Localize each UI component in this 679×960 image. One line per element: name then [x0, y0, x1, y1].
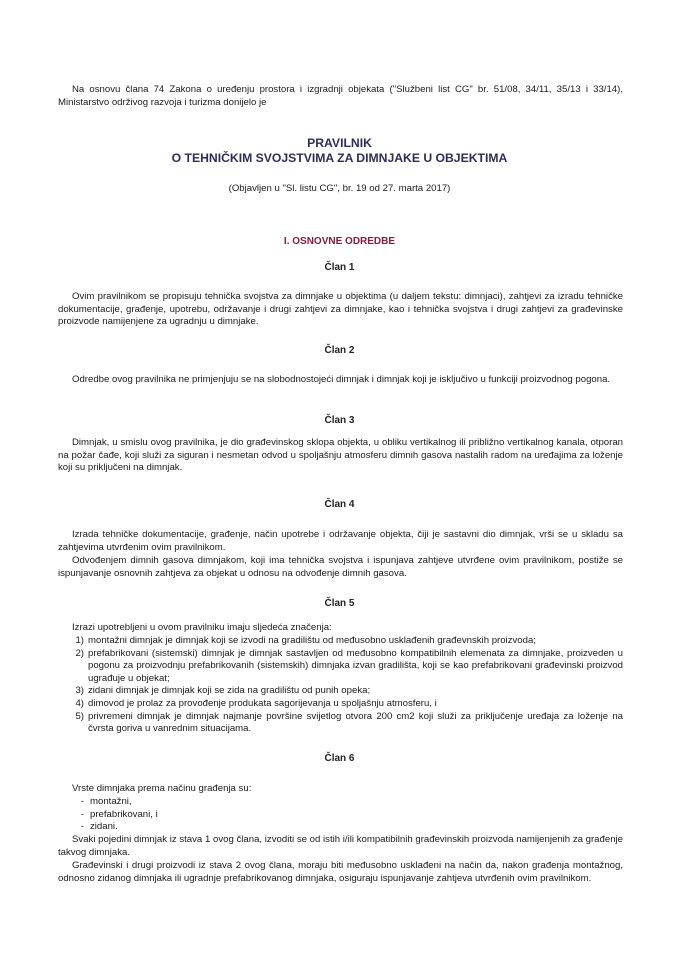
article-2-text: Odredbe ovog pravilnika ne primjenjuju se na slobodnostojeći dimnjak i dimnjak koji je isključivo u funkciji proizvodnog pogona.: [72, 374, 611, 385]
article-5-heading: Član 5: [324, 598, 355, 609]
list-item-number: 4): [75, 697, 84, 709]
article-3-heading: Član 3: [324, 415, 355, 426]
list-item: - zidani.: [80, 821, 118, 833]
article-2-heading: Član 2: [324, 345, 355, 356]
preamble: Na osnovu člana 74 Zakona o uređenju prostora i izgradnji objekata ("Službeni list CG" br. 51/08, 34/11, 35/13 i 33/14), Ministarstvo održivog razvoja i turizma donijelo je: [58, 84, 623, 108]
document-title-line2: O TEHNIČKIM SVOJSTVIMA ZA DIMNJAKE U OBJEKTIMA: [171, 151, 508, 165]
list-item-number: 5): [75, 710, 84, 722]
list-item-text: montažni,: [90, 796, 132, 807]
chapter-heading: I. OSNOVNE ODREDBE: [283, 236, 396, 247]
list-item: [58, 711, 623, 736]
list-item: [58, 698, 623, 711]
article-6-paragraph-3: Građevinski i drugi proizvodi iz stava 2 ovog člana, moraju biti međusobno usklađeni na način da, nakon građenja montažnog, odnosno zidanog dimnjaka ili ugradnje prefabrikovanog dimnjaka, osiguraju ispunjavanje zahtjeva utvrđenih ovim pravilnikom.: [58, 860, 623, 884]
document-title-line1: PRAVILNIK: [307, 136, 372, 150]
article-4-heading: Član 4: [324, 499, 355, 510]
article-6-heading: Član 6: [324, 753, 355, 764]
article-5-intro: Izrazi upotrebljeni u ovom pravilniku imaju sljedeća značenja:: [72, 622, 332, 633]
list-item-text: prefabrikovani, i: [90, 808, 158, 820]
article-4-paragraph-1: Izrada tehničke dokumentacije, građenje, način upotrebe i održavanje objekta, čiji je sastavni dio dimnjak, vrši se u skladu sa zahtjevima utvrđenim ovim pravilnikom.: [58, 529, 623, 553]
list-item-text: privremeni dimnjak je dimnjak najmanje površine svijetlog otvora 200 cm2 koji služi za priključenje uređaja za loženje na čvrsta goriva u vanrednim situacijama.: [88, 710, 623, 735]
list-item-text: zidani.: [90, 821, 118, 833]
article-1-text: Ovim pravilnikom se propisuju tehnička svojstva za dimnjake u objektima (u daljem tekstu: dimnjaci), zahtjevi za izradu tehničke dokumentacije, građenje, upotrebu, održavanje i drugi zahtjevi za dimnjake, kao i tehnička svojstva i drugi zahtjevi za građevinske proizvode namijenjene za ugradnju u dimnjake.: [58, 291, 623, 328]
list-item: [58, 635, 623, 648]
article-6-intro: Vrste dimnjaka prema načinu građenja su:: [72, 783, 252, 794]
list-item: [58, 648, 623, 686]
article-4-paragraph-2: Odvođenjem dimnih gasova dimnjakom, koji ima tehnička svojstva i ispunjava zahtjeve utvrđene ovim pravilnikom, postiže se ispunjavanje osnovnih zahtjeva za objekat u odnosu na odvođenje dimnih gasova.: [58, 555, 623, 579]
list-item-number: 3): [75, 685, 84, 697]
article-6-paragraph-2: Svaki pojedini dimnjak iz stava 1 ovog člana, izvoditi se od istih i/ili kompatibilnih građevinskih proizvoda namijenjenih za građenje takvog dimnjaka.: [58, 834, 623, 858]
article-5-definitions-list: [58, 635, 623, 736]
list-item: - montažni,: [80, 796, 132, 807]
list-item-text: prefabrikovani (sistemski) dimnjak je dimnjak sastavljen od međusobno kompatibilnih elemenata za dimnjake, proizveden u pogonu za proizvodnju prefabrikovanih (sistemskih) dimnjaka izvan gradilišta, koji se kao prefabrikovani građevinski proizvod ugrađuje u objekat;: [88, 647, 623, 684]
list-item-number: 2): [75, 647, 84, 659]
article-3-text: Dimnjak, u smislu ovog pravilnika, je dio građevinskog sklopa objekta, u obliku vertikalnog ili približno vertikalnog kanala, otporan na požar čađe, koji služi za siguran i nesmetan odvod u spoljašnju atmosferu dimnih gasova nastalih radom na uređajima za loženje koji su priključeni na dimnjak.: [58, 437, 623, 474]
list-item-text: dimovod je prolaz za provođenje produkata sagorijevanja u spoljašnju atmosferu, i: [88, 697, 437, 709]
publication-note: (Objavljen u "Sl. listu CG", br. 19 od 27. marta 2017): [228, 183, 451, 194]
list-item: [58, 685, 623, 698]
article-1-heading: Član 1: [324, 262, 355, 273]
list-item-text: zidani dimnjak je dimnjak koji se zida na gradilištu od punih opeka;: [88, 685, 371, 697]
list-item-text: montažni dimnjak je dimnjak koji se izvodi na gradilištu od međusobno usklađenih građevnskih proizvoda;: [88, 635, 536, 646]
list-item: - prefabrikovani, i: [80, 808, 158, 820]
list-item-number: 1): [75, 635, 84, 646]
article-6-types-list: [58, 796, 623, 834]
